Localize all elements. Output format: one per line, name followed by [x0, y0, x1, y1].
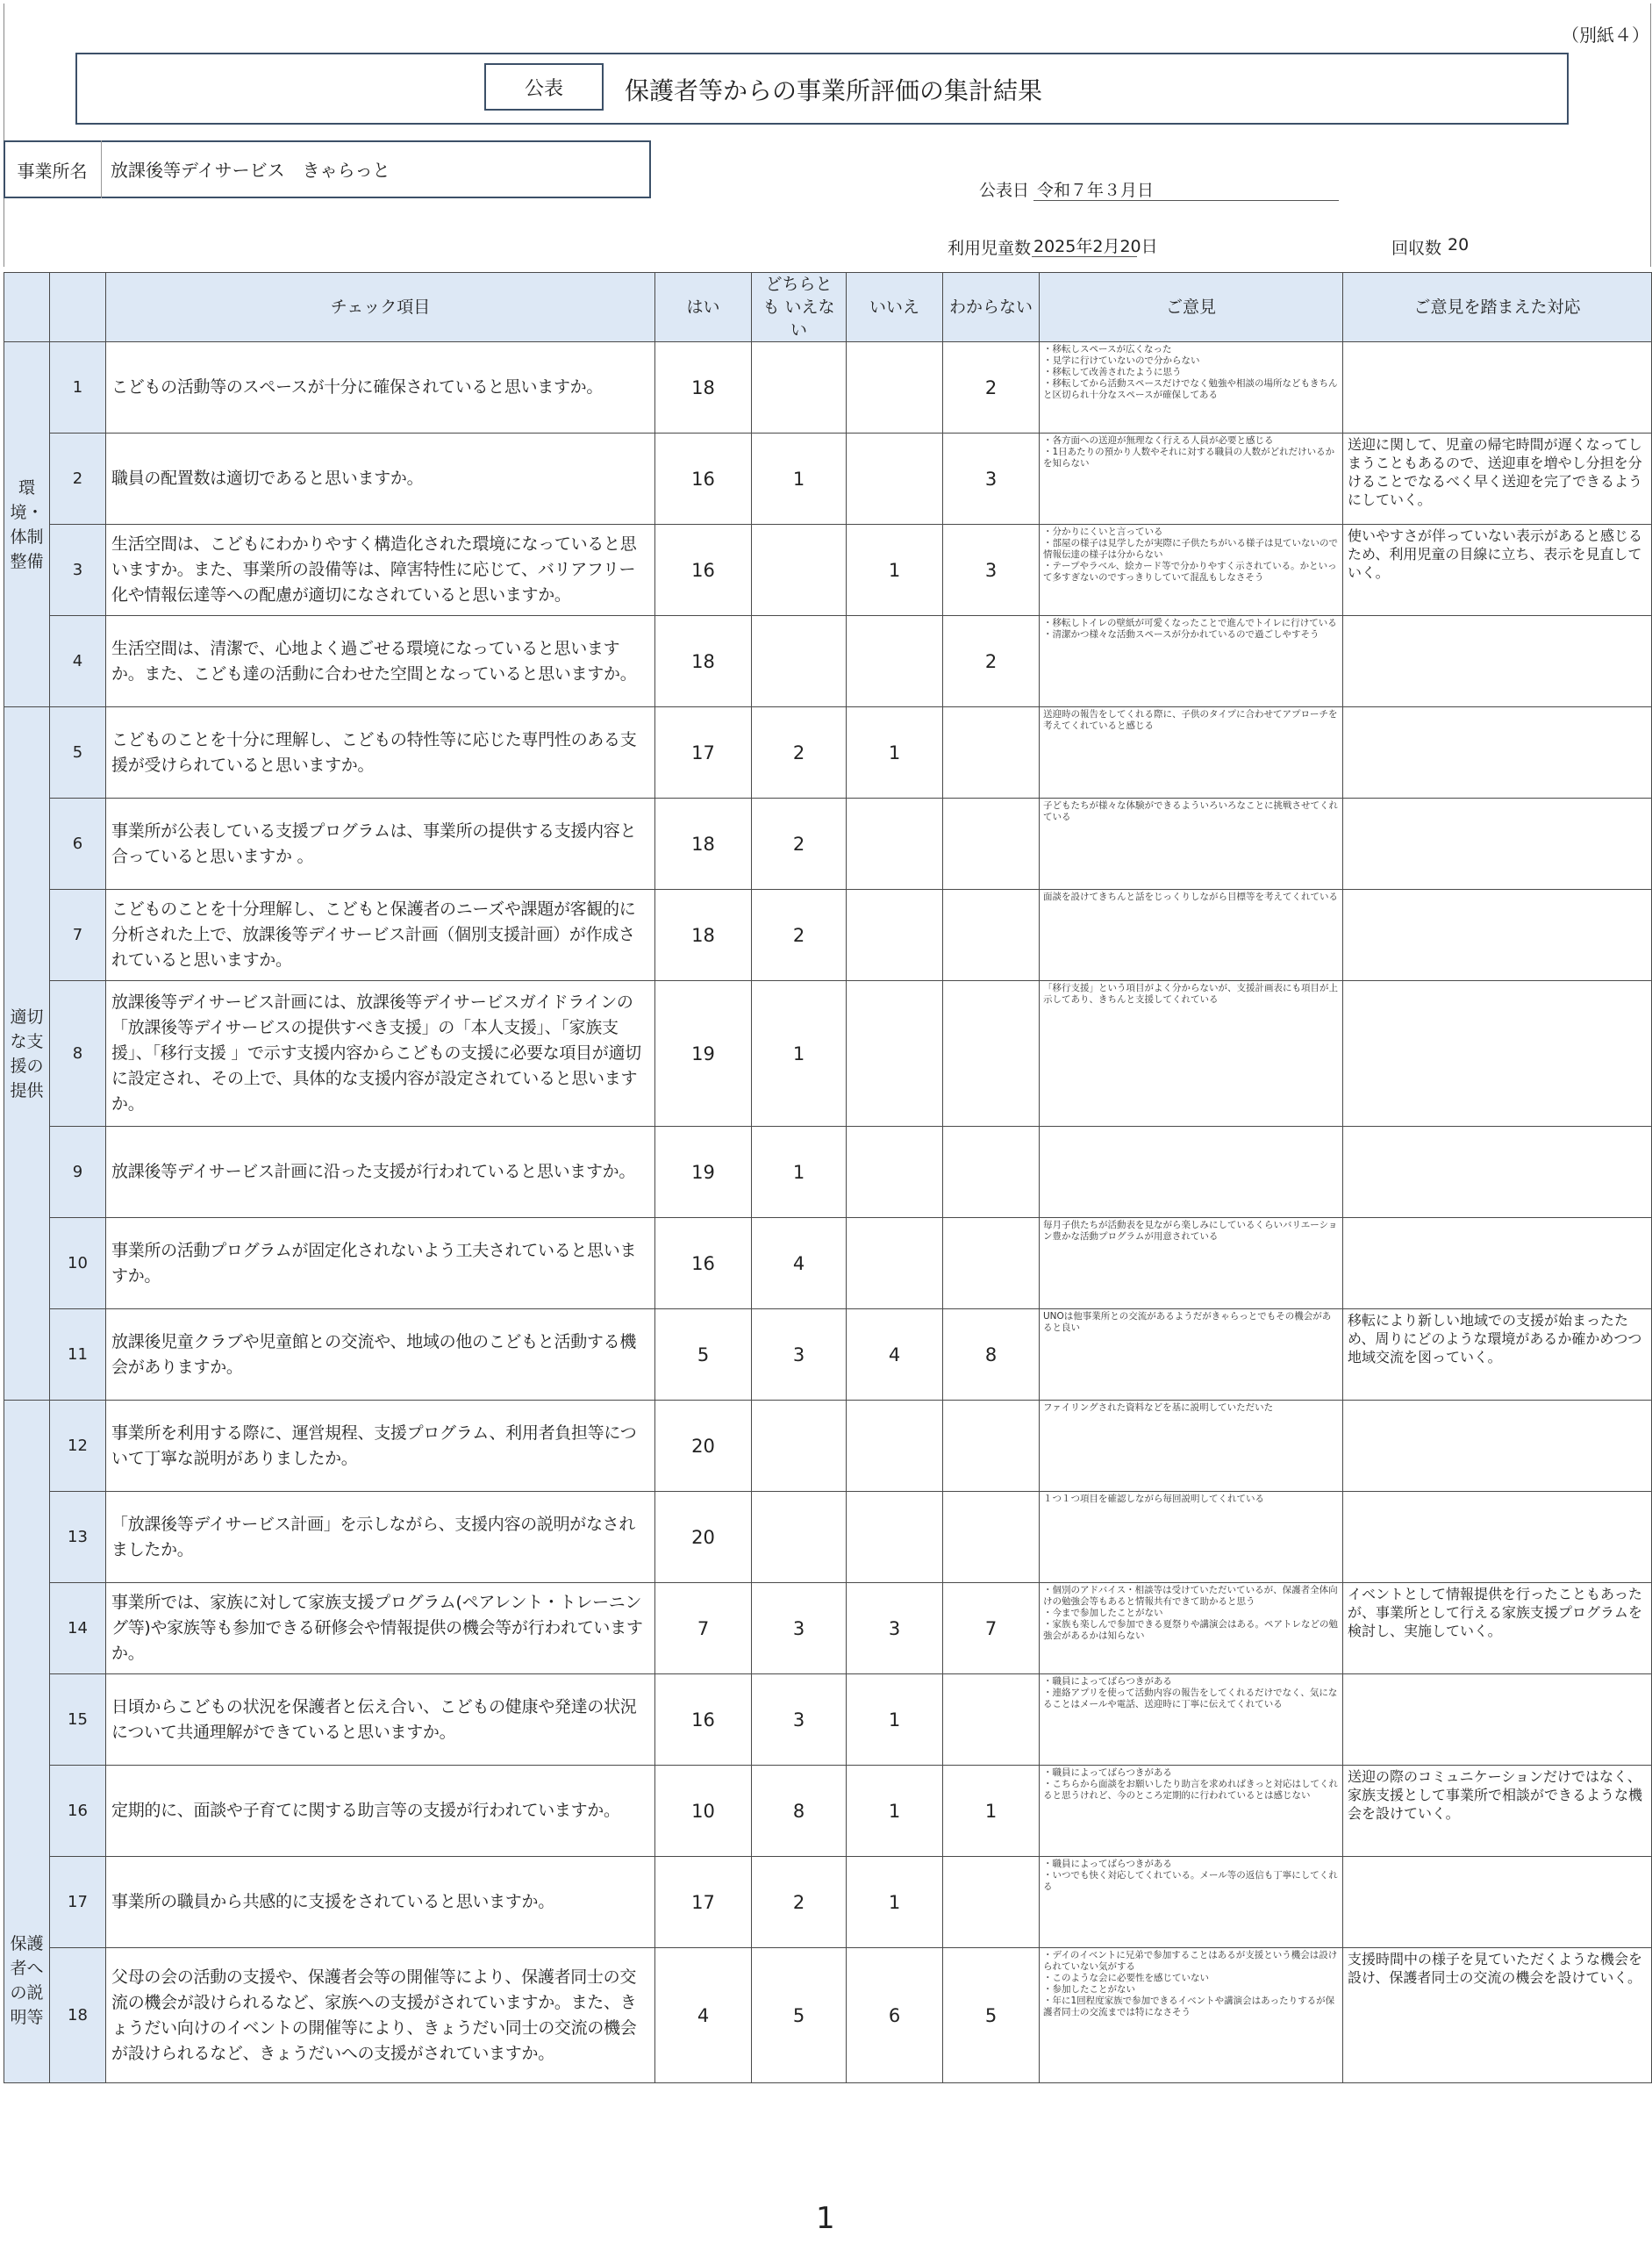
check-item: 放課後等デイサービス計画に沿った支援が行われていると思いますか。: [106, 1127, 655, 1218]
check-item: 事業所では、家族に対して家族支援プログラム(ペアレント・トレーニング等)や家族等も参加できる研修会や情報提供の機会等が行われていますか。: [106, 1583, 655, 1674]
count-neither: 3: [752, 1674, 847, 1766]
count-neither: [752, 342, 847, 434]
count-unknown: 5: [943, 1948, 1040, 2083]
row-number: 13: [50, 1492, 106, 1583]
count-neither: [752, 1401, 847, 1492]
count-unknown: 2: [943, 342, 1040, 434]
row-number: 17: [50, 1857, 106, 1948]
check-item: 定期的に、面談や子育てに関する助言等の支援が行われていますか。: [106, 1766, 655, 1857]
category-label: 適切な支援の提供: [10, 1007, 44, 1100]
count-unknown: 2: [943, 616, 1040, 707]
check-item: 生活空間は、清潔で、心地よく過ごせる環境になっていると思いますか。また、こども達の活動に合わせた空間となっていると思いますか。: [106, 616, 655, 707]
table-row: [4, 981, 1652, 1127]
count-neither: [752, 525, 847, 616]
row-number: 12: [50, 1401, 106, 1492]
opinion-cell: 面談を設けてきちんと話をじっくりしながら目標等を考えてくれている: [1040, 890, 1343, 981]
count-unknown: [943, 1492, 1040, 1583]
response-cell: [1343, 1127, 1652, 1218]
count-yes: 20: [655, 1401, 752, 1492]
count-neither: 5: [752, 1948, 847, 2083]
response-cell: 支援時間中の様子を見ていただくような機会を設け、保護者同士の交流の機会を設けていく。: [1343, 1948, 1652, 2083]
count-neither: 1: [752, 981, 847, 1127]
response-cell: [1343, 616, 1652, 707]
publish-badge: 公表: [484, 63, 604, 111]
header-no: いいえ: [847, 273, 943, 342]
table-row: [4, 1218, 1652, 1309]
opinion-cell: ・職員によってばらつきがある ・いつでも快く対応してくれている。メール等の返信も丁寧にしてくれる: [1040, 1857, 1343, 1948]
count-yes: 16: [655, 434, 752, 525]
attachment-label: （別紙４）: [1562, 25, 1649, 46]
count-unknown: [943, 1127, 1040, 1218]
category-label: 保護者への説明等: [10, 1934, 44, 2027]
count-neither: 8: [752, 1766, 847, 1857]
response-cell: [1343, 1857, 1652, 1948]
opinion-cell: ・移転しスペースが広くなった ・見学に行けていないので分からない ・移転して改善されたように思う ・移転してから活動スペースだけでなく勉強や相談の場所などもきちんと区切られ十分なスペースが確保してある: [1040, 342, 1343, 434]
opinion-cell: [1040, 1127, 1343, 1218]
count-no: 3: [847, 1583, 943, 1674]
table-body: [4, 342, 1652, 2083]
count-unknown: [943, 1401, 1040, 1492]
check-item: 日頃からこどもの状況を保護者と伝え合い、こどもの健康や発達の状況について共通理解ができていると思いますか。: [106, 1674, 655, 1766]
table-row: [4, 1401, 1652, 1492]
count-no: 1: [847, 525, 943, 616]
table-row: [4, 799, 1652, 890]
table-row: [4, 342, 1652, 434]
count-unknown: [943, 1857, 1040, 1948]
table-row: [4, 890, 1652, 981]
count-no: [847, 1218, 943, 1309]
response-cell: 移転により新しい地域での支援が始まったため、周りにどのような環境があるか確かめつつ地域交流を図っていく。: [1343, 1309, 1652, 1401]
response-cell: [1343, 890, 1652, 981]
check-item: 事業所が公表している支援プログラムは、事業所の提供する支援内容と合っていると思いますか 。: [106, 799, 655, 890]
row-number: 1: [50, 342, 106, 434]
row-number: 10: [50, 1218, 106, 1309]
count-yes: 16: [655, 1218, 752, 1309]
check-item: こどものことを十分理解し、こどもと保護者のニーズや課題が客観的に分析された上で、放課後等デイサービス計画（個別支援計画）が作成されていると思いますか。: [106, 890, 655, 981]
row-number: 14: [50, 1583, 106, 1674]
table-row: [4, 1674, 1652, 1766]
count-no: [847, 981, 943, 1127]
row-number: 4: [50, 616, 106, 707]
count-no: 6: [847, 1948, 943, 2083]
publish-date: 令和７年３月日: [1037, 181, 1155, 200]
row-number: 11: [50, 1309, 106, 1401]
count-neither: 4: [752, 1218, 847, 1309]
response-cell: イベントとして情報提供を行ったこともあったが、事業所として行える家族支援プログラムを検討し、実施していく。: [1343, 1583, 1652, 1674]
count-yes: 20: [655, 1492, 752, 1583]
response-cell: [1343, 1674, 1652, 1766]
row-number: 7: [50, 890, 106, 981]
row-number: 6: [50, 799, 106, 890]
count-neither: 3: [752, 1583, 847, 1674]
table-row: [4, 1492, 1652, 1583]
category-support: [4, 707, 50, 1401]
table-row: [4, 1948, 1652, 2083]
count-no: 1: [847, 1857, 943, 1948]
table-row: [4, 707, 1652, 799]
table-row: [4, 1127, 1652, 1218]
opinion-cell: ・移転しトイレの壁紙が可愛くなったことで進んでトイレに行けている ・清潔かつ様々な活動スペースが分かれているので過ごしやすそう: [1040, 616, 1343, 707]
table-row: [4, 1583, 1652, 1674]
opinion-cell: ・職員によってばらつきがある ・連絡アプリを使って活動内容の報告をしてくれるだけでなく、気になることはメールや電話、送迎時に丁寧に伝えてくれている: [1040, 1674, 1343, 1766]
publish-date-label: 公表日: [979, 181, 1030, 200]
user-count-date: 2025年2月20日: [1033, 237, 1158, 256]
count-unknown: 1: [943, 1766, 1040, 1857]
count-no: [847, 799, 943, 890]
table-row: [4, 1766, 1652, 1857]
count-yes: 18: [655, 890, 752, 981]
publish-date-underline: [1033, 200, 1339, 201]
table-header-row: [4, 273, 1652, 342]
count-neither: 2: [752, 1857, 847, 1948]
opinion-cell: １つ１つ項目を確認しながら毎回説明してくれている: [1040, 1492, 1343, 1583]
check-item: 放課後等デイサービス計画には、放課後等デイサービスガイドラインの「放課後等デイサービスの提供すべき支援」の「本人支援」、「家族支援」、「移行支援 」で示す支援内容からこどもの支援に必要な項目が適切に設定され、その上で、具体的な支援内容が設定されていると思いますか。: [106, 981, 655, 1127]
check-item: 事業所を利用する際に、運営規程、支援プログラム、利用者負担等について丁寧な説明がありましたか。: [106, 1401, 655, 1492]
count-unknown: 8: [943, 1309, 1040, 1401]
opinion-cell: ・個別のアドバイス・相談等は受けていただいているが、保護者全体向けの勉強会等もあると情報共有できて助かると思う ・今まで参加したことがない ・家族も楽しんで参加できる夏祭りや講演会はある。ペアトレなどの勉強会があるかは知らない: [1040, 1583, 1343, 1674]
response-cell: [1343, 342, 1652, 434]
office-name: 放課後等デイサービス きゃらっと: [111, 160, 390, 181]
row-number: 18: [50, 1948, 106, 2083]
response-cell: [1343, 1492, 1652, 1583]
count-yes: 16: [655, 525, 752, 616]
count-unknown: [943, 890, 1040, 981]
count-unknown: [943, 799, 1040, 890]
row-number: 5: [50, 707, 106, 799]
response-cell: 送迎に関して、児童の帰宅時間が遅くなってしまうこともあるので、送迎車を増やし分担を分けることでなるべく早く送迎を完了できるようにしていく。: [1343, 434, 1652, 525]
opinion-cell: ・各方面への送迎が無理なく行える人員が必要と感じる ・1日あたりの預かり人数やそれに対する職員の人数がどれだけいるかを知らない: [1040, 434, 1343, 525]
count-yes: 17: [655, 707, 752, 799]
opinion-cell: 送迎時の報告をしてくれる際に、子供のタイプに合わせてアプローチを考えてくれていると感じる: [1040, 707, 1343, 799]
count-no: [847, 342, 943, 434]
opinion-cell: ・職員によってばらつきがある ・こちらから面談をお願いしたり助言を求めればきっと対応はしてくれると思うけれど、今のところ定期的に行われているとは感じない: [1040, 1766, 1343, 1857]
count-unknown: [943, 707, 1040, 799]
response-cell: [1343, 799, 1652, 890]
count-yes: 10: [655, 1766, 752, 1857]
count-unknown: [943, 1674, 1040, 1766]
count-yes: 7: [655, 1583, 752, 1674]
count-no: [847, 1401, 943, 1492]
header-neither-text: どちらとも いえない: [762, 275, 835, 340]
count-no: 1: [847, 707, 943, 799]
count-unknown: 3: [943, 525, 1040, 616]
count-no: [847, 616, 943, 707]
count-unknown: [943, 1218, 1040, 1309]
count-yes: 18: [655, 342, 752, 434]
count-no: [847, 1127, 943, 1218]
category-parents: [4, 1401, 50, 2083]
category-label: 環境・体制整備: [10, 477, 44, 571]
header-neither: [752, 273, 847, 342]
count-neither: 2: [752, 707, 847, 799]
count-unknown: [943, 981, 1040, 1127]
count-yes: 4: [655, 1948, 752, 2083]
opinion-cell: ファイリングされた資料などを基に説明していただいた: [1040, 1401, 1343, 1492]
count-neither: 2: [752, 890, 847, 981]
count-neither: 3: [752, 1309, 847, 1401]
category-environment: [4, 342, 50, 707]
count-yes: 16: [655, 1674, 752, 1766]
response-cell: 送迎の際のコミュニケーションだけではなく、家族支援として事業所で相談ができるような機会を設けていく。: [1343, 1766, 1652, 1857]
table-row: [4, 616, 1652, 707]
count-yes: 18: [655, 799, 752, 890]
check-item: 放課後児童クラブや児童館との交流や、地域の他のこどもと活動する機会がありますか。: [106, 1309, 655, 1401]
table-row: [4, 434, 1652, 525]
return-count: 20: [1448, 235, 1470, 254]
count-neither: [752, 616, 847, 707]
count-neither: 1: [752, 434, 847, 525]
opinion-cell: 「移行支援」という項目がよく分からないが、支援計画表にも項目が上示してあり、きちんと支援してくれている: [1040, 981, 1343, 1127]
count-neither: 1: [752, 1127, 847, 1218]
row-number: 9: [50, 1127, 106, 1218]
row-number: 2: [50, 434, 106, 525]
opinion-cell: ・分かりにくいと言っている ・部屋の様子は見学したが実際に子供たちがいる様子は見ていないので情報伝達の様子は分からない ・テープやラベル、絵カード等で分かりやすく示されている。かといって多すぎないのですっきりしていて混乱もしなさそう: [1040, 525, 1343, 616]
count-yes: 19: [655, 1127, 752, 1218]
check-item: 父母の会の活動の支援や、保護者会等の開催等により、保護者同士の交流の機会が設けられるなど、家族への支援がされていますか。また、きょうだい向けのイベントの開催等により、きょうだい同士の交流の機会が設けられるなど、きょうだいへの支援がされていますか。: [106, 1948, 655, 2083]
row-number: 16: [50, 1766, 106, 1857]
count-neither: [752, 1492, 847, 1583]
count-yes: 5: [655, 1309, 752, 1401]
count-unknown: 3: [943, 434, 1040, 525]
check-item: こどものことを十分に理解し、こどもの特性等に応じた専門性のある支援が受けられていると思いますか。: [106, 707, 655, 799]
check-item: 「放課後等デイサービス計画」を示しながら、支援内容の説明がなされましたか。: [106, 1492, 655, 1583]
count-neither: 2: [752, 799, 847, 890]
header-unknown: わからない: [943, 273, 1040, 342]
check-item: こどもの活動等のスペースが十分に確保されていると思いますか。: [106, 342, 655, 434]
opinion-cell: ・デイのイベントに兄弟で参加することはあるが支援という機会は設けられていない気がする ・このような会に必要性を感じていない ・参加したことがない ・年に1回程度家族で参加できるイベントや講演会はあったりするが保護者同士の交流までは特になさそう: [1040, 1948, 1343, 2083]
count-no: 1: [847, 1674, 943, 1766]
user-count-label: 利用児童数: [948, 239, 1032, 258]
return-count-label: 回収数: [1391, 239, 1442, 258]
user-count-underline: [1032, 256, 1137, 257]
count-yes: 19: [655, 981, 752, 1127]
count-no: [847, 1492, 943, 1583]
opinion-cell: 子どもたちが様々な体験ができるよういろいろなことに挑戦させてくれている: [1040, 799, 1343, 890]
opinion-cell: UNOは他事業所との交流があるようだがきゃらっとでもその機会があると良い: [1040, 1309, 1343, 1401]
count-no: [847, 434, 943, 525]
count-yes: 18: [655, 616, 752, 707]
table-row: [4, 1857, 1652, 1948]
count-unknown: 7: [943, 1583, 1040, 1674]
header-check: チェック項目: [106, 273, 655, 342]
opinion-cell: 毎月子供たちが活動表を見ながら楽しみにしているくらいバリエーション豊かな活動プログラムが用意されている: [1040, 1218, 1343, 1309]
page-frame: [4, 4, 1651, 267]
response-cell: [1343, 1218, 1652, 1309]
table-row: [4, 525, 1652, 616]
page-title: 保護者等からの事業所評価の集計結果: [625, 76, 1043, 105]
check-item: 職員の配置数は適切であると思いますか。: [106, 434, 655, 525]
check-item: 事業所の活動プログラムが固定化されないよう工夫されていると思いますか。: [106, 1218, 655, 1309]
response-cell: 使いやすさが伴っていない表示があると感じるため、利用児童の目線に立ち、表示を見直していく。: [1343, 525, 1652, 616]
page-number: 1: [816, 2201, 835, 2236]
check-item: 生活空間は、こどもにわかりやすく構造化された環境になっていると思いますか。また、事業所の設備等は、障害特性に応じて、バリアフリー化や情報伝達等への配慮が適切になされていると思いますか。: [106, 525, 655, 616]
response-cell: [1343, 981, 1652, 1127]
header-yes: はい: [655, 273, 752, 342]
count-yes: 17: [655, 1857, 752, 1948]
count-no: [847, 890, 943, 981]
row-number: 8: [50, 981, 106, 1127]
count-no: 4: [847, 1309, 943, 1401]
check-item: 事業所の職員から共感的に支援をされていると思いますか。: [106, 1857, 655, 1948]
row-number: 15: [50, 1674, 106, 1766]
table-row: [4, 1309, 1652, 1401]
evaluation-table: [4, 272, 1652, 2083]
response-cell: [1343, 1401, 1652, 1492]
office-label: 事業所名: [4, 140, 102, 198]
header-number: [50, 273, 106, 342]
header-response: ご意見を踏まえた対応: [1343, 273, 1652, 342]
header-opinion: ご意見: [1040, 273, 1343, 342]
count-no: 1: [847, 1766, 943, 1857]
row-number: 3: [50, 525, 106, 616]
response-cell: [1343, 707, 1652, 799]
header-category: [4, 273, 50, 342]
